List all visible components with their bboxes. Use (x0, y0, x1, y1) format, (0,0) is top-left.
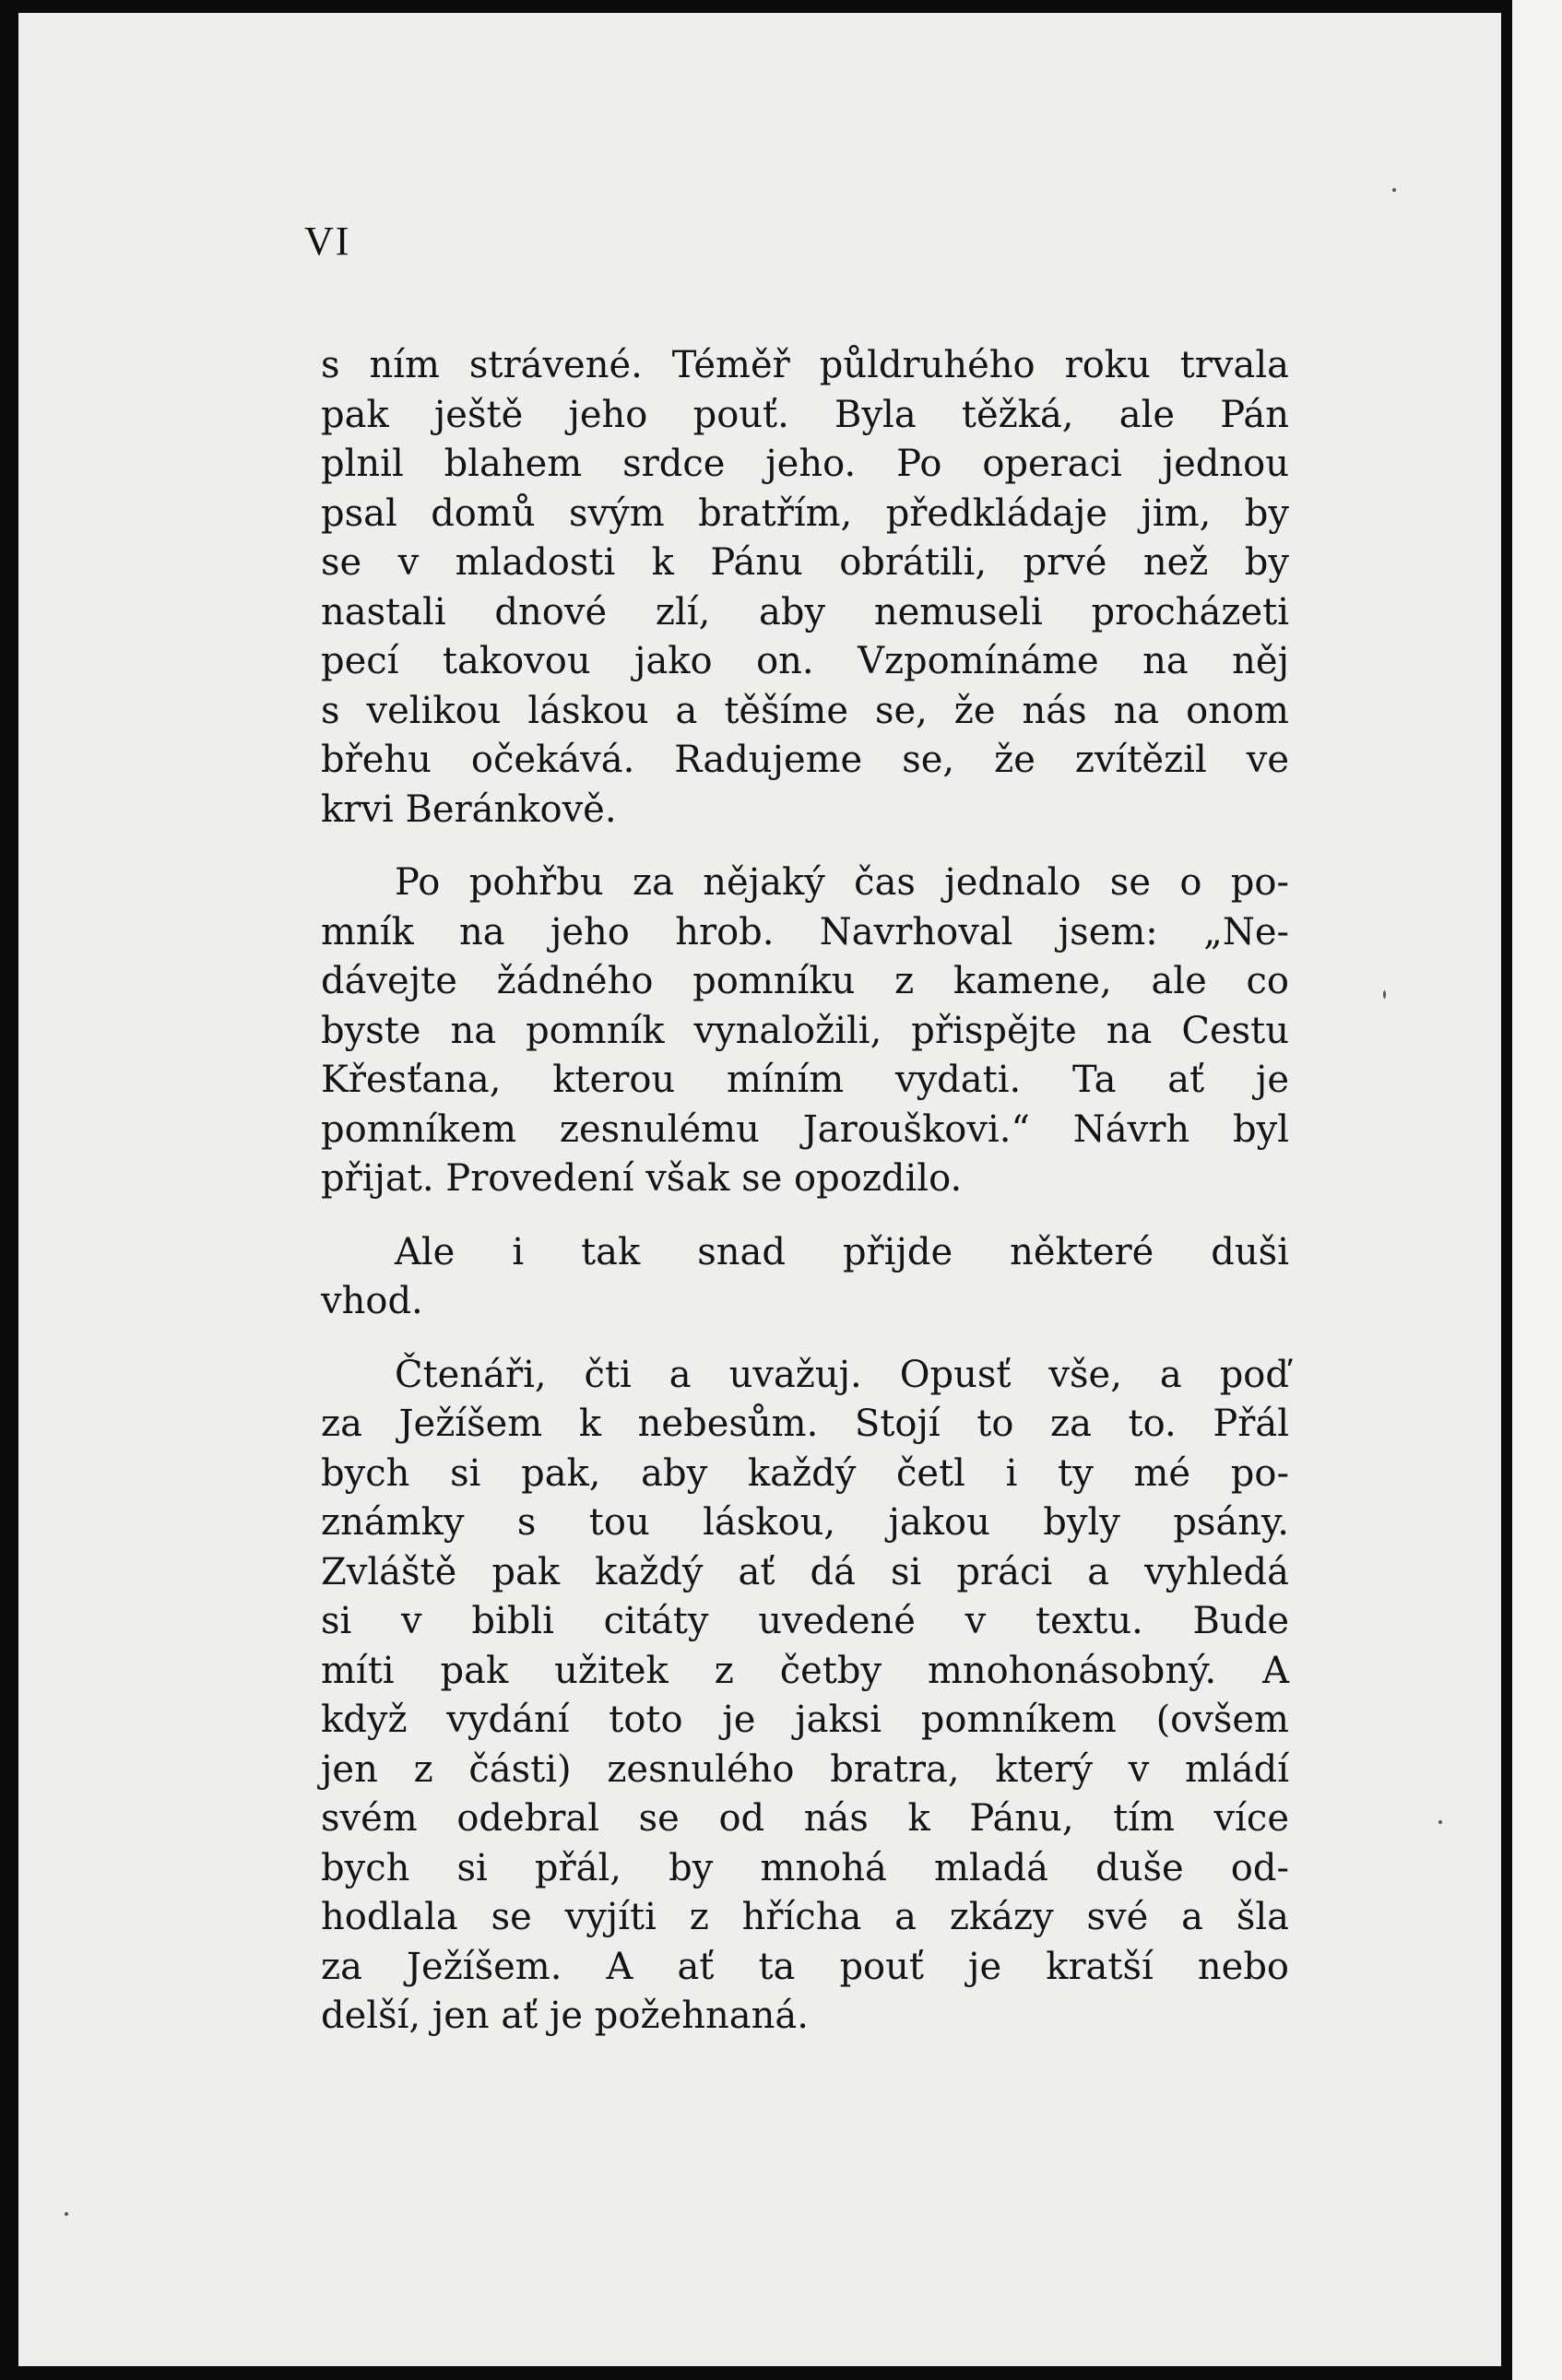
text-line: jen z části) zesnulého bratra, který v mládí (321, 1747, 1289, 1791)
text-line: Křesťana, kterou míním vydati. Ta ať je (321, 1059, 1289, 1101)
page-number: VI (304, 219, 351, 264)
text-line: za Ježíšem k nebesům. Stojí to za to. Přál (321, 1403, 1289, 1445)
text-line: když vydání toto je jaksi pomníkem (ovšem (321, 1699, 1289, 1741)
text-line: plnil blahem srdce jeho. Po operaci jednou (321, 443, 1289, 485)
text-line: za Ježíšem. A ať ta pouť je kratší nebo (321, 1945, 1289, 1988)
text-line: se v mladosti k Pánu obrátili, prvé než by (321, 541, 1289, 584)
text-line: dávejte žádného pomníku z kamene, ale co (321, 960, 1289, 1002)
paragraph (321, 858, 1289, 1204)
text-line: přijat. Provedení však se opozdilo. (321, 1157, 963, 1200)
text-line: břehu očekává. Radujeme se, že zvítězil ve (321, 739, 1289, 781)
text-line: nastali dnové zlí, aby nemuseli procházeti (321, 590, 1289, 633)
body-text (321, 341, 1289, 2042)
paper-speck (1438, 1820, 1442, 1824)
paper-speck (1383, 990, 1386, 999)
paragraph (321, 1351, 1289, 2042)
text-line: bych si přál, by mnohá mladá duše od- (321, 1846, 1289, 1889)
text-line: pak ještě jeho pouť. Byla těžká, ale Pán (321, 393, 1289, 436)
text-line: Po pohřbu za nějaký čas jednalo se o po- (395, 861, 1289, 904)
text-line: Zvláště pak každý ať dá si práci a vyhledá (321, 1550, 1289, 1593)
text-line: pomníkem zesnulému Jarouškovi.“ Návrh byl (321, 1107, 1289, 1151)
text-line: s velikou láskou a těšíme se, že nás na onom (321, 689, 1289, 732)
text-line: vhod. (321, 1280, 423, 1322)
text-line: Čtenáři, čti a uvažuj. Opusť vše, a poď (395, 1353, 1289, 1396)
text-line: s ním strávené. Téměř půldruhého roku trvala (321, 344, 1289, 386)
text-line: byste na pomník vynaložili, přispějte na Cestu (321, 1009, 1289, 1052)
text-line: psal domů svým bratřím, předkládaje jim, by (321, 491, 1289, 535)
text-line: krvi Beránkově. (321, 787, 617, 831)
text-line: svém odebral se od nás k Pánu, tím více (321, 1797, 1289, 1840)
text-line: Ale i tak snad přijde některé duši (395, 1230, 1289, 1273)
paper-speck (1392, 188, 1396, 192)
text-line: hodlala se vyjíti z hřícha a zkázy své a šla (321, 1896, 1289, 1938)
paper-speck (65, 2212, 68, 2216)
next-page-edge (1512, 0, 1562, 2380)
text-line: delší, jen ať je požehnaná. (321, 1995, 809, 2037)
text-line: si v bibli citáty uvedené v textu. Bude (321, 1600, 1289, 1642)
text-line: mník na jeho hrob. Navrhoval jsem: „Ne- (321, 910, 1289, 953)
paragraph (321, 1228, 1289, 1327)
paragraph (321, 341, 1289, 835)
text-line: pecí takovou jako on. Vzpomínáme na něj (321, 640, 1289, 682)
text-line: známky s tou láskou, jakou byly psány. (321, 1501, 1289, 1544)
text-line: míti pak užitek z četby mnohonásobný. A (321, 1649, 1289, 1692)
text-line: bych si pak, aby každý četl i ty mé po- (321, 1451, 1289, 1495)
